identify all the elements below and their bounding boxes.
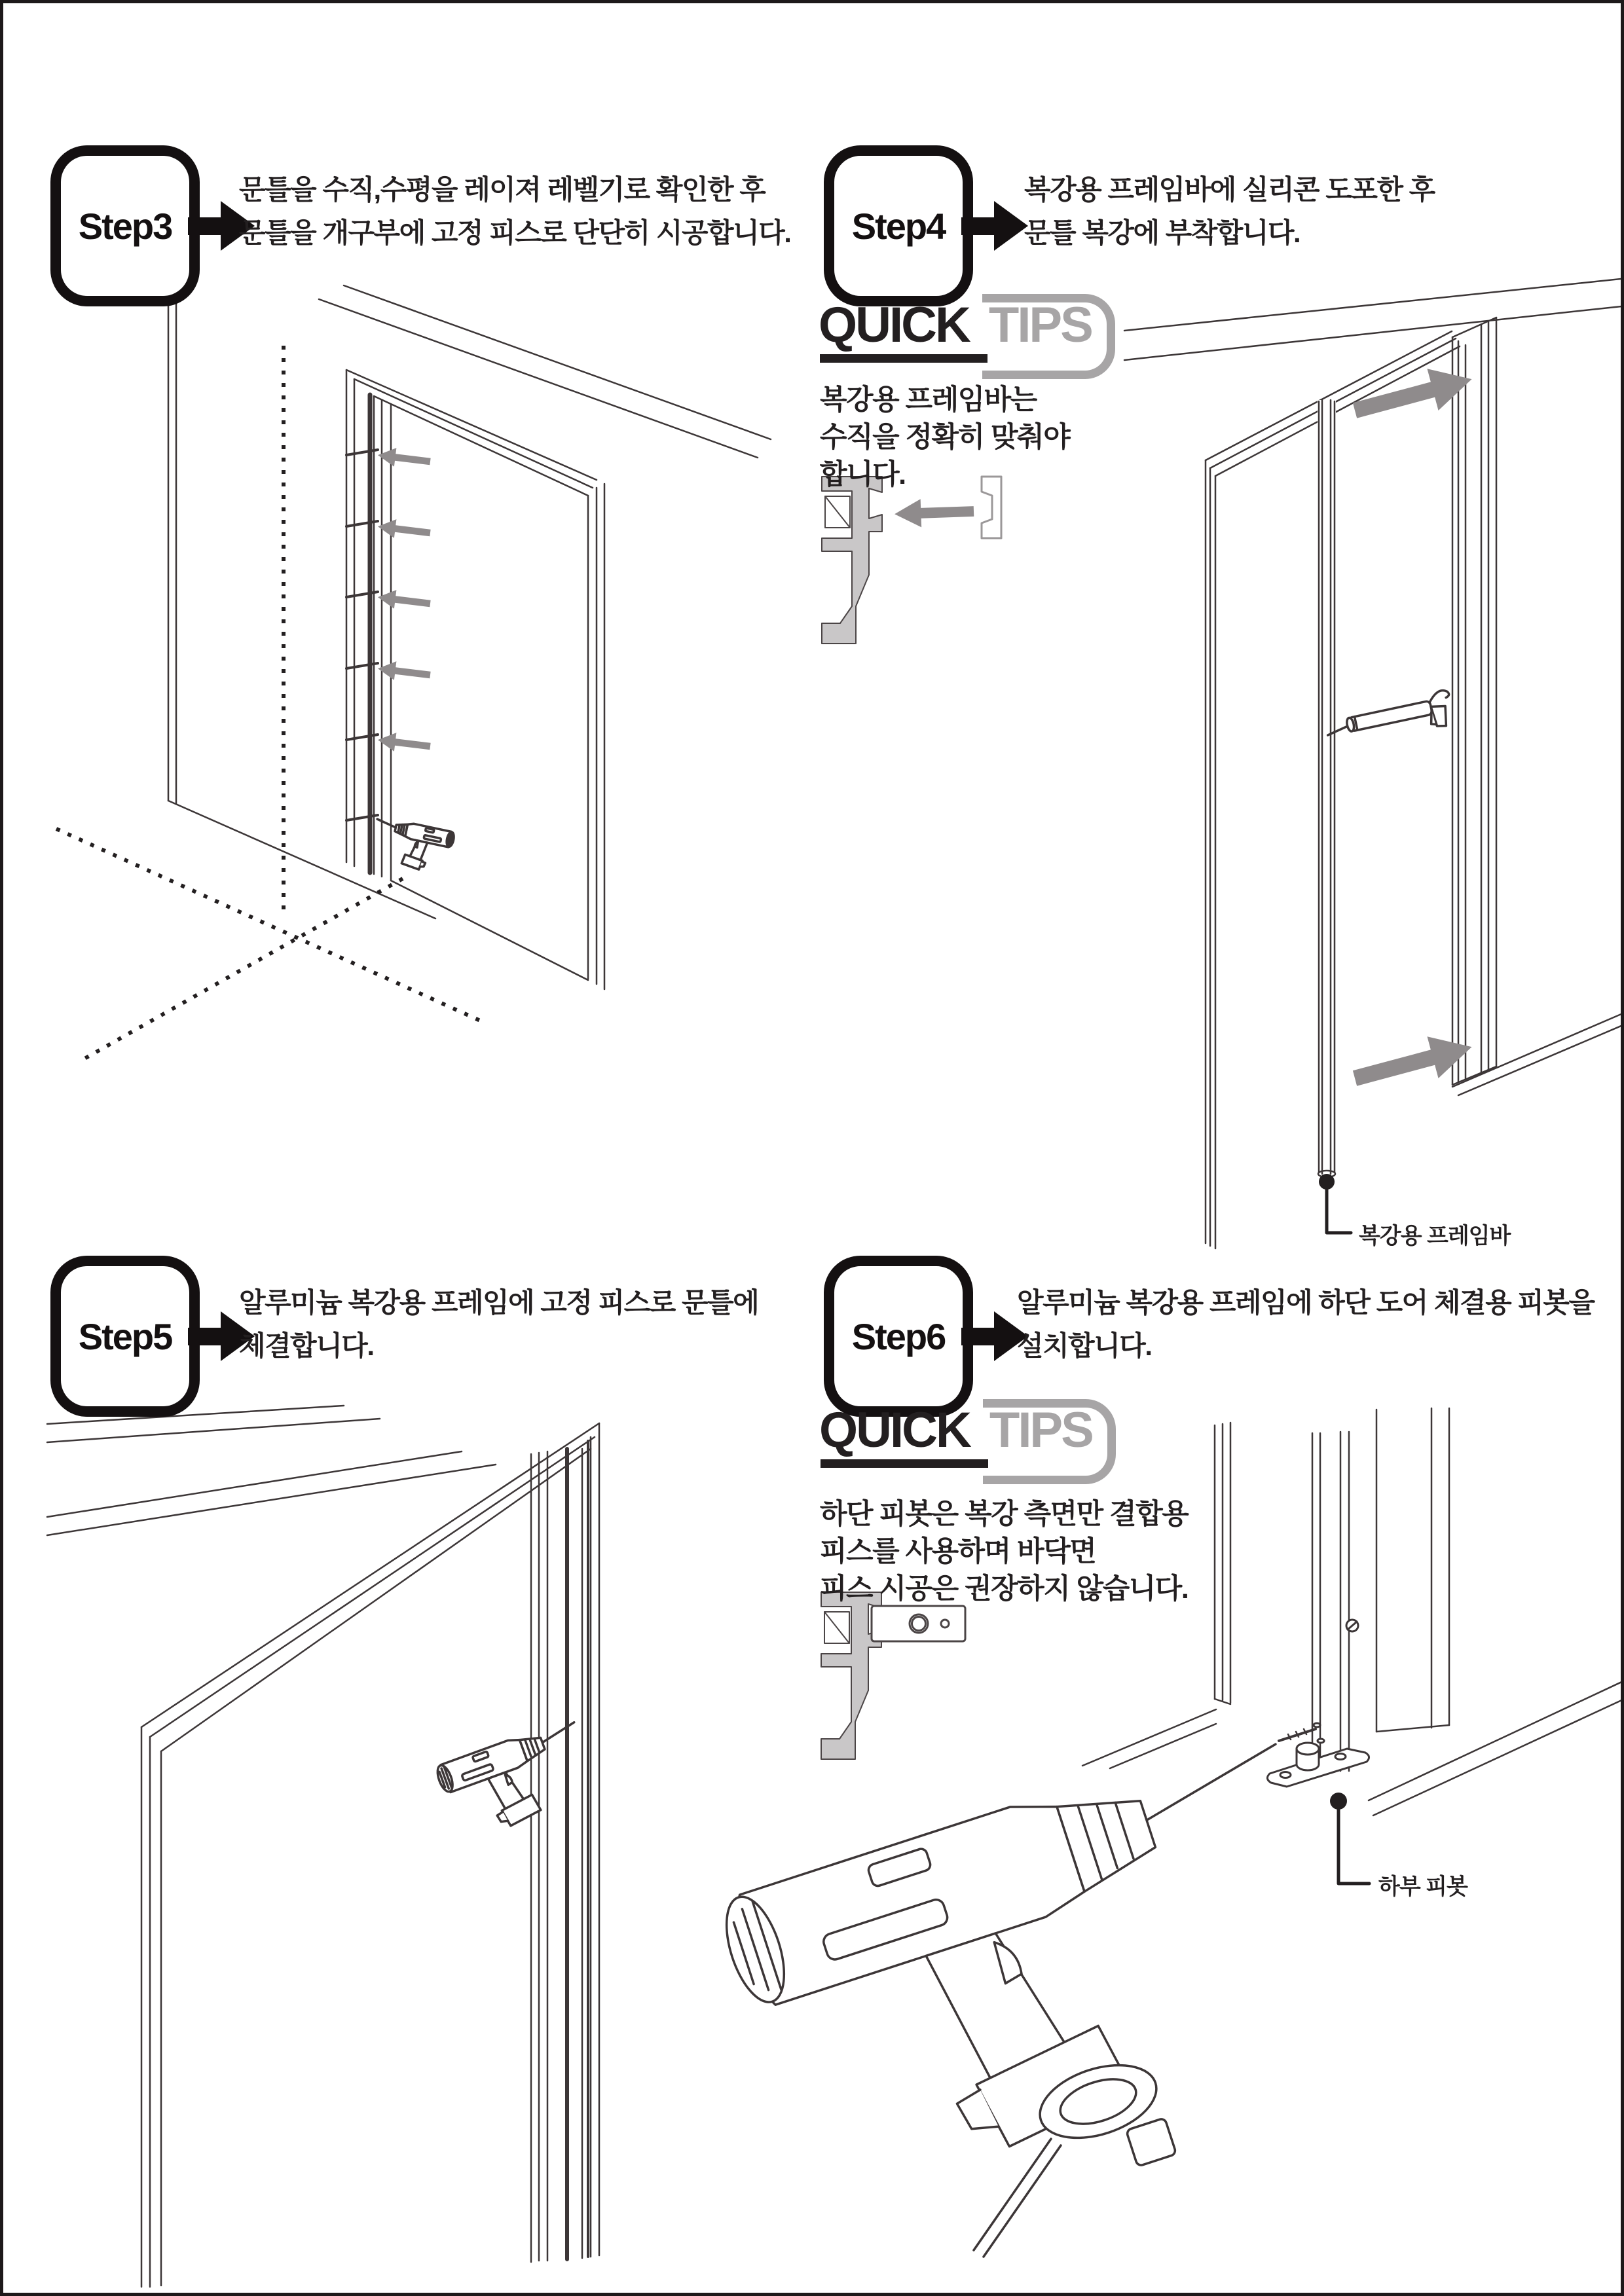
quick-tips-word1: QUICK xyxy=(819,297,969,353)
step3-description-line1: 문틀을 수직,수평을 레이져 레벨기로 확인한 후 xyxy=(239,174,766,205)
step4-tip-line1: 복강용 프레임바는 xyxy=(820,384,1037,416)
quick-tips-word1: QUICK xyxy=(819,1402,970,1458)
step3-illustration xyxy=(56,285,771,1059)
step6-description-line1: 알루미늄 복강용 프레임에 하단 도어 체결용 피봇을 xyxy=(1017,1287,1595,1318)
quick-tips-word2: TIPS xyxy=(988,297,1092,353)
step5-badge xyxy=(50,1256,200,1417)
step4-tip-text xyxy=(820,382,1069,494)
step6-tip-text xyxy=(820,1496,1188,1608)
step3-badge xyxy=(50,145,200,306)
step5-description-line1: 알루미늄 복강용 프레임에 고정 피스로 문틀에 xyxy=(239,1287,759,1318)
step4-tip-line2: 수직을 정확히 맞춰야 xyxy=(820,422,1070,453)
step4-quick-tips-logo xyxy=(819,297,1092,375)
step6-description xyxy=(1017,1281,1595,1368)
step6-badge-label: Step6 xyxy=(851,1315,946,1357)
quick-tips-underline xyxy=(821,1459,988,1468)
quick-tips-word2: TIPS xyxy=(989,1402,1092,1458)
step4-description-line1: 복강용 프레임바에 실리콘 도포한 후 xyxy=(1024,174,1435,205)
step4-illustration xyxy=(1124,278,1624,1248)
step4-badge-label: Step4 xyxy=(851,205,946,247)
step4-description-line2: 문틀 복강에 부착합니다. xyxy=(1024,217,1301,248)
frame-bar-callout: 복강용 프레임바 xyxy=(1359,1224,1511,1248)
step4-arrow-icon xyxy=(961,201,1028,251)
step5-illustration xyxy=(47,1406,600,2287)
step3-description xyxy=(239,168,790,255)
step6-tip-diagram xyxy=(821,1592,965,1759)
step5-description xyxy=(239,1281,758,1368)
lower-pivot-callout: 하부 피봇 xyxy=(1378,1874,1467,1899)
illustrations xyxy=(3,3,1624,2296)
step6-quick-tips-logo xyxy=(819,1402,1092,1480)
step4-tip-line3: 합니다. xyxy=(820,459,906,490)
step4-description xyxy=(1024,168,1435,255)
quick-tips-underline xyxy=(820,354,987,363)
step5-badge-label: Step5 xyxy=(78,1315,172,1357)
step4-badge xyxy=(824,145,973,306)
step6-badge xyxy=(824,1256,973,1417)
step3-description-line2: 문틀을 개구부에 고정 피스로 단단히 시공합니다. xyxy=(239,217,791,248)
step4-tip-diagram xyxy=(822,477,1001,644)
step6-tip-line1: 하단 피봇은 복강 측면만 결합용 xyxy=(820,1499,1189,1530)
step6-tip-line2: 피스를 사용하며 바닥면 xyxy=(820,1536,1096,1567)
step6-description-line2: 설치합니다. xyxy=(1017,1330,1152,1361)
step3-badge-label: Step3 xyxy=(78,205,172,247)
step6-tip-line3: 피스 시공은 권장하지 않습니다. xyxy=(820,1573,1189,1605)
step5-description-line2: 체결합니다. xyxy=(239,1330,374,1361)
